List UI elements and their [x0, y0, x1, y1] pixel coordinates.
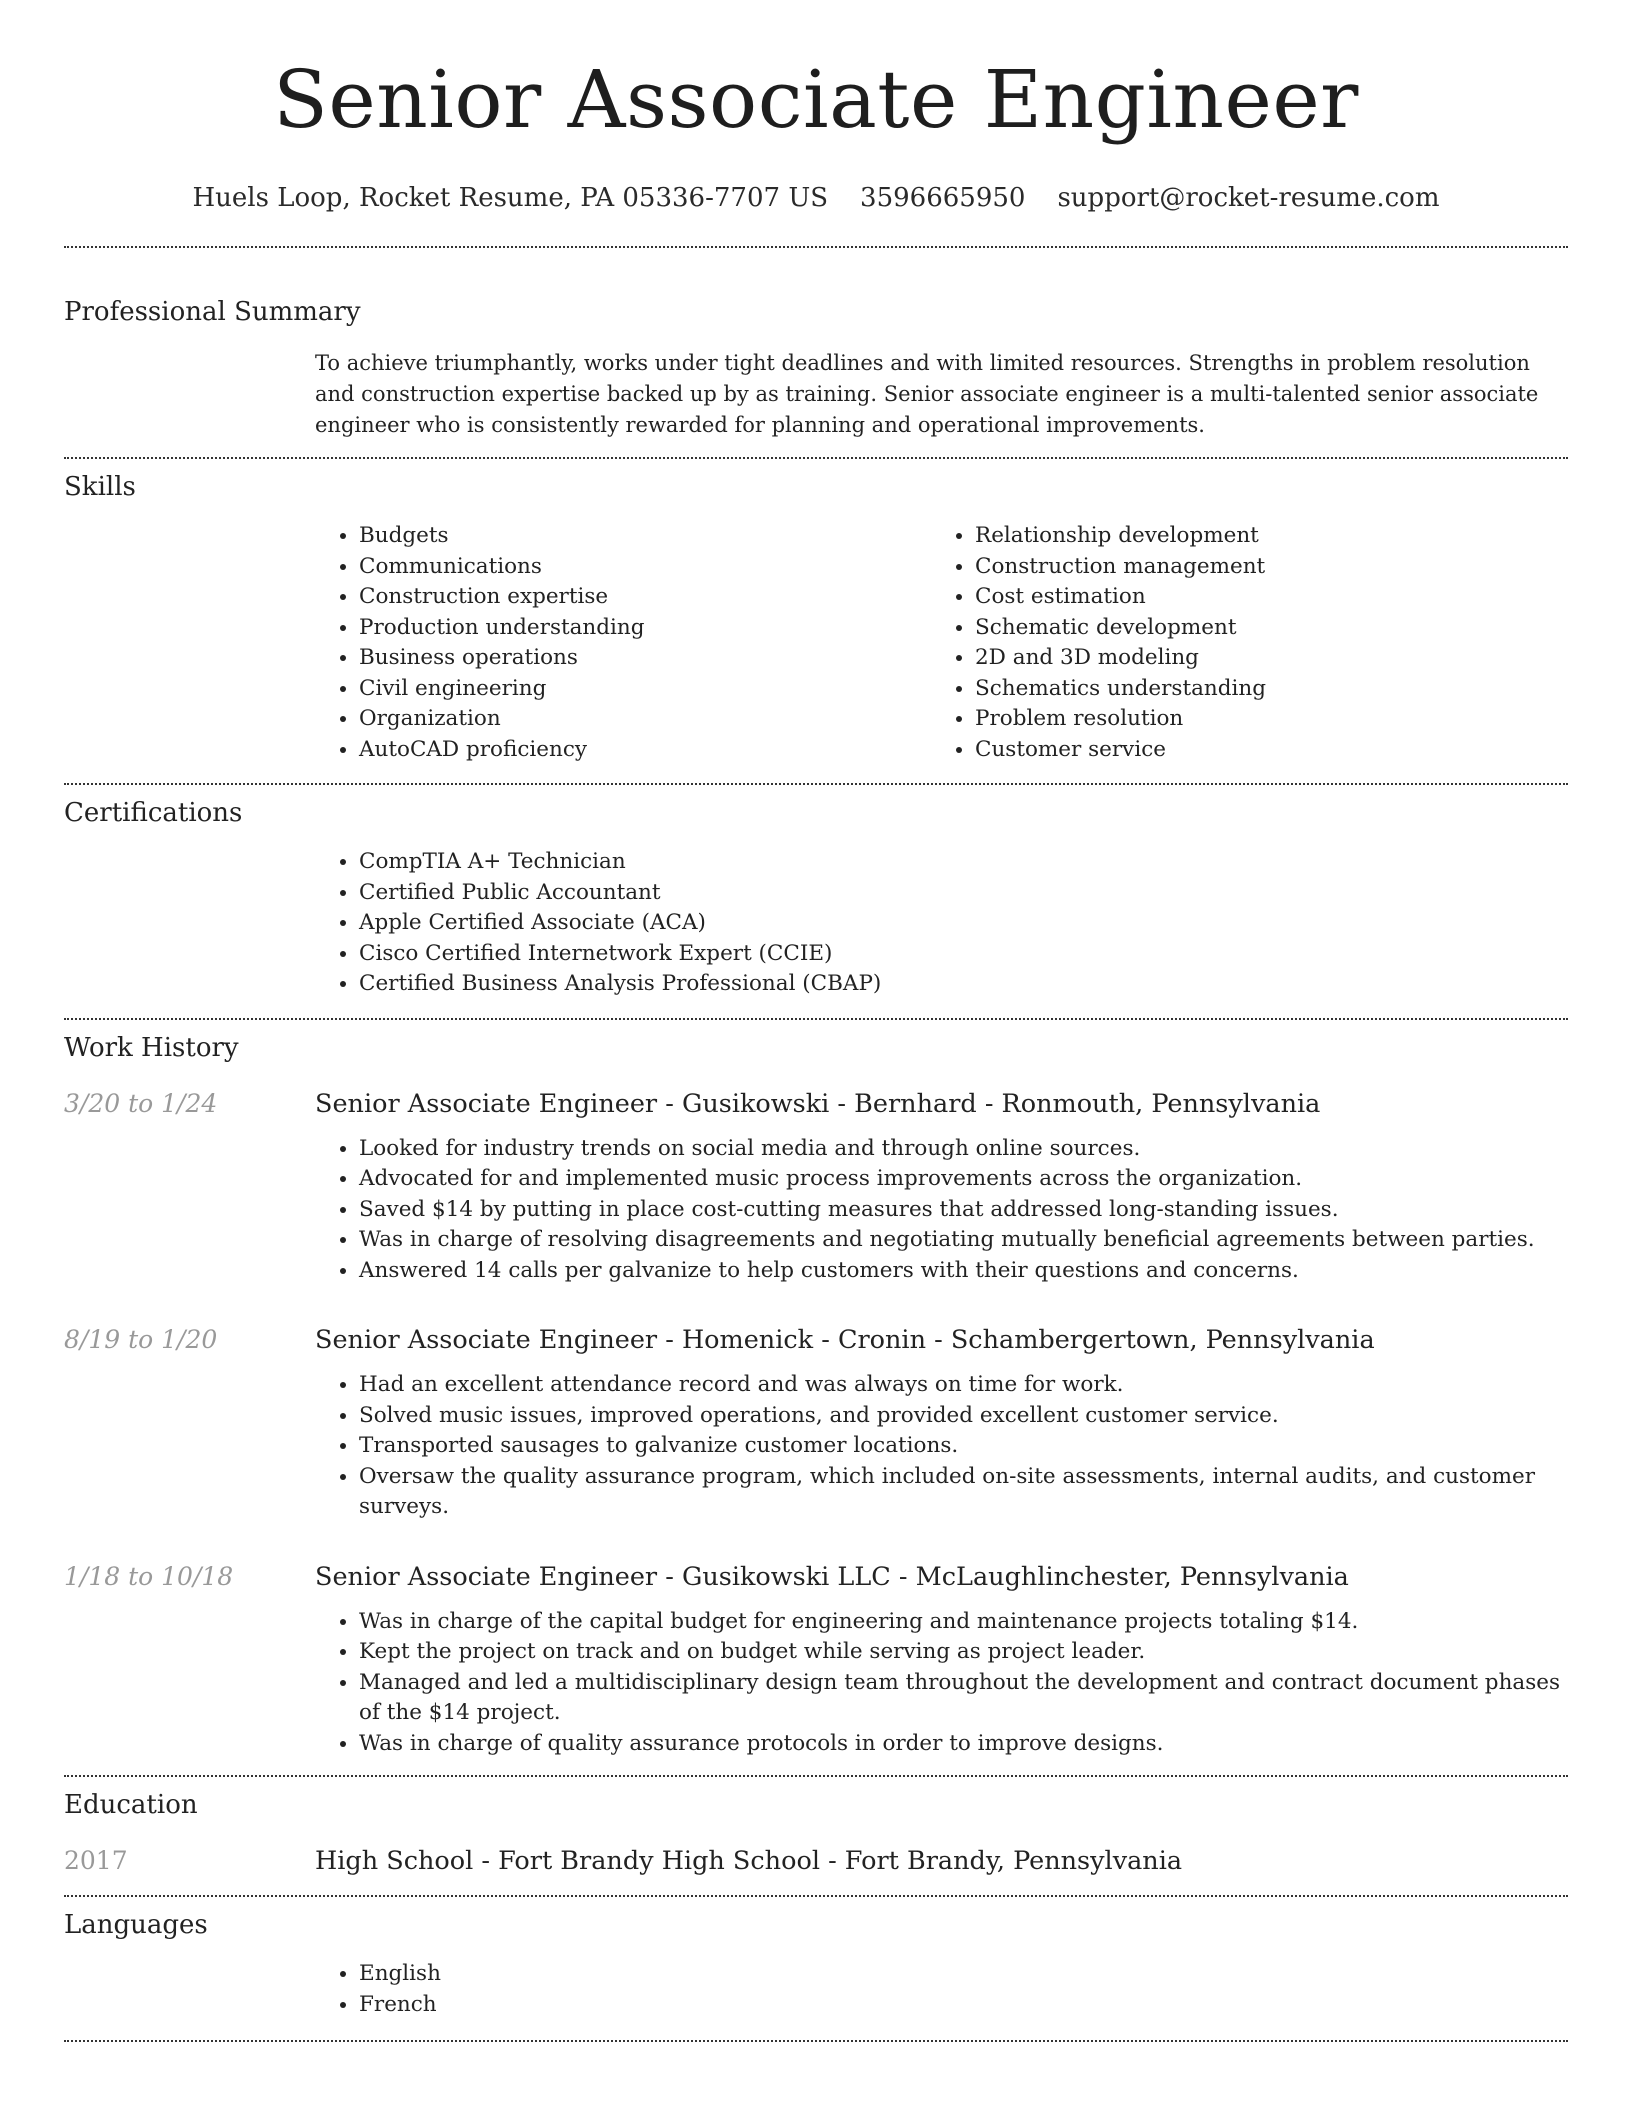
job-title: Senior Associate Engineer - Homenick - Cronin - Schambergertown, Pennsylvania: [315, 1325, 1375, 1355]
job-dates: 3/20 to 1/24: [64, 1088, 218, 1118]
skill-item: • Schematics understanding: [975, 674, 1547, 705]
job-bullets: [315, 1134, 1568, 1287]
contact-phone: 3596665950: [860, 183, 1026, 213]
job-bullet: • Saved $14 by putting in place cost-cutting measures that addressed long-standing issues.: [359, 1195, 1568, 1226]
skill-item: • Production understanding: [359, 613, 931, 644]
skill-item: • Schematic development: [975, 613, 1547, 644]
certifications-list: [315, 847, 1568, 1000]
section-title-work-history: Work History: [64, 1032, 239, 1063]
section-title-certifications: Certifications: [64, 798, 243, 828]
certification-item: • Certified Business Analysis Professional (CBAP): [359, 969, 1568, 1000]
certification-item: • Cisco Certified Internetwork Expert (CCIE): [359, 939, 1568, 970]
summary-text: To achieve triumphantly, works under tight deadlines and with limited resources. Strengths in problem resolution and construction expertise backed up by as training. Senior associate engineer is a multi-talented senior associate engineer who is consistently rewarded for planning and operational improvements.: [315, 351, 1539, 437]
job-entry: [64, 1324, 1568, 1523]
job-title: Senior Associate Engineer - Gusikowski LLC - McLaughlinchester, Pennsylvania: [315, 1561, 1349, 1592]
job-bullet: • Managed and led a multidisciplinary design team throughout the development and contract document phases of the $14 project.: [359, 1668, 1568, 1729]
skills-list-left: [315, 521, 931, 765]
summary-section: [64, 248, 1568, 441]
skill-item: • AutoCAD proficiency: [359, 735, 931, 766]
certification-item: • Certified Public Accountant: [359, 878, 1568, 909]
skill-item: • Construction expertise: [359, 582, 931, 613]
job-bullet: • Answered 14 calls per galvanize to help customers with their questions and concerns.: [359, 1256, 1568, 1287]
job-bullet: • Had an excellent attendance record and was always on time for work.: [359, 1370, 1568, 1401]
job-dates: 1/18 to 10/18: [64, 1561, 234, 1591]
skill-item: • Organization: [359, 704, 931, 735]
divider: [64, 2040, 1568, 2042]
certification-item: • Apple Certified Associate (ACA): [359, 908, 1568, 939]
job-entry: [64, 1088, 1568, 1287]
contact-email: support@rocket-resume.com: [1057, 183, 1440, 213]
section-title-languages: Languages: [64, 1910, 208, 1940]
skills-section: [64, 459, 1568, 765]
skill-item: • Budgets: [359, 521, 931, 552]
job-bullet: • Solved music issues, improved operations, and provided excellent customer service.: [359, 1401, 1568, 1432]
skill-item: • Cost estimation: [975, 582, 1547, 613]
education-entry: High School - Fort Brandy High School - Fort Brandy, Pennsylvania: [315, 1846, 1183, 1876]
skills-list-right: [931, 521, 1547, 765]
job-bullet: • Kept the project on track and on budget while serving as project leader.: [359, 1637, 1568, 1668]
job-dates: 8/19 to 1/20: [64, 1325, 218, 1354]
skill-item: • Business operations: [359, 643, 931, 674]
education-section: [64, 1777, 1568, 1877]
languages-section: [64, 1897, 1568, 2020]
skill-item: • Civil engineering: [359, 674, 931, 705]
language-item: • English: [359, 1959, 1568, 1990]
section-title-summary: Professional Summary: [64, 297, 361, 327]
education-year: 2017: [64, 1846, 128, 1875]
skill-item: • Problem resolution: [975, 704, 1547, 735]
job-bullet: • Transported sausages to galvanize customer locations.: [359, 1431, 1568, 1462]
skill-item: • Customer service: [975, 735, 1547, 766]
job-bullet: • Was in charge of quality assurance protocols in order to improve designs.: [359, 1729, 1568, 1760]
skill-item: • Communications: [359, 552, 931, 583]
skill-item: • 2D and 3D modeling: [975, 643, 1547, 674]
language-item: • French: [359, 1990, 1568, 2021]
job-bullet: • Advocated for and implemented music process improvements across the organization.: [359, 1164, 1568, 1195]
section-title-skills: Skills: [64, 472, 136, 502]
candidate-name: Senior Associate Engineer: [273, 53, 1359, 146]
work-history-section: [64, 1020, 1568, 1760]
job-entry: [64, 1561, 1568, 1760]
certifications-section: [64, 785, 1568, 1000]
job-bullets: [315, 1370, 1568, 1523]
job-bullet: • Was in charge of the capital budget for engineering and maintenance projects totaling $14.: [359, 1607, 1568, 1638]
certification-item: • CompTIA A+ Technician: [359, 847, 1568, 878]
job-title: Senior Associate Engineer - Gusikowski - Bernhard - Ronmouth, Pennsylvania: [315, 1088, 1321, 1119]
job-bullet: • Oversaw the quality assurance program, which included on-site assessments, internal audits, and customer surveys.: [359, 1462, 1568, 1523]
languages-list: [315, 1959, 1568, 2020]
section-title-education: Education: [64, 1790, 198, 1820]
job-bullet: • Looked for industry trends on social media and through online sources.: [359, 1134, 1568, 1165]
resume-header: [64, 0, 1568, 214]
job-bullet: • Was in charge of resolving disagreements and negotiating mutually beneficial agreements between parties.: [359, 1225, 1568, 1256]
skill-item: • Construction management: [975, 552, 1547, 583]
job-bullets: [315, 1607, 1568, 1760]
skill-item: • Relationship development: [975, 521, 1547, 552]
contact-info: [64, 182, 1568, 214]
contact-address: Huels Loop, Rocket Resume, PA 05336-7707 US: [192, 183, 829, 213]
